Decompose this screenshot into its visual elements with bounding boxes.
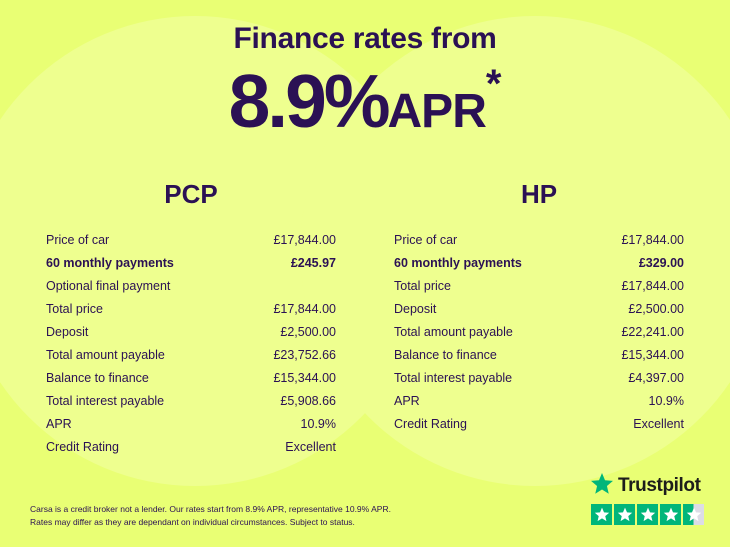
rate-display [0,59,730,143]
row-label: Price of car [46,232,110,247]
row-label: Total interest payable [394,370,513,385]
row-label: Price of car [394,232,458,247]
column-title-pcp: PCP [164,179,218,209]
table-row [36,366,346,389]
row-value: £2,500.00 [280,324,336,339]
row-value: £329.00 [638,255,684,270]
page-title: Finance rates from [233,22,497,55]
disclaimer-line-1: Carsa is a credit broker not a lender. Our rates start from 8.9% APR, representative 10.9% APR. [30,503,391,514]
table-row [384,366,694,389]
finance-comparison-columns [0,179,730,458]
table-row [384,320,694,343]
rating-star-icon [591,504,612,525]
table-row [384,389,694,412]
table-row [384,343,694,366]
rating-star-icon [614,504,635,525]
row-label: Total price [46,301,103,316]
trustpilot-stars [591,504,704,525]
row-label: Credit Rating [394,416,467,431]
row-value: £22,241.00 [621,324,684,339]
column-title-hp: HP [520,179,558,209]
row-value: 10.9% [300,416,336,431]
row-value: £17,844.00 [621,278,684,293]
disclaimer-line-2: Rates may differ as they are dependant on individual circumstances. Subject to status. [30,516,355,527]
table-row [384,251,694,274]
row-value: £15,344.00 [621,347,684,362]
table-row [36,320,346,343]
rating-star-half-icon [683,504,704,525]
table-row [384,228,694,251]
row-label: 60 monthly payments [46,255,174,270]
row-value: £23,752.66 [273,347,336,362]
row-label: Deposit [394,301,437,316]
table-row [36,297,346,320]
row-label: APR [46,416,72,431]
row-label: APR [394,393,420,408]
trustpilot-rating [591,473,704,525]
table-row [384,297,694,320]
table-row [36,251,346,274]
finance-column-pcp [36,179,346,458]
row-label: Credit Rating [46,439,119,454]
disclaimer-text [30,503,391,529]
row-value: £4,397.00 [628,370,684,385]
trustpilot-logo [591,473,704,499]
row-value: 10.9% [648,393,684,408]
trustpilot-star-icon [591,473,613,499]
rating-star-icon [637,504,658,525]
rating-star-icon [660,504,681,525]
row-value: £17,844.00 [621,232,684,247]
row-label: Total amount payable [46,347,165,362]
table-row [36,435,346,458]
row-label: Total price [394,278,451,293]
row-value: £5,908.66 [280,393,336,408]
row-value: £245.97 [290,255,336,270]
row-value: £15,344.00 [273,370,336,385]
table-row [36,274,346,297]
table-row [36,343,346,366]
row-value: Excellent [285,439,336,454]
row-label: Balance to finance [46,370,149,385]
rate-percentage: 8.9% [228,59,388,143]
table-row [384,274,694,297]
row-value: £17,844.00 [273,232,336,247]
rate-apr-label: APR [387,85,486,138]
row-value: Excellent [633,416,684,431]
row-label: 60 monthly payments [394,255,522,270]
table-row [36,412,346,435]
row-label: Optional final payment [46,278,171,293]
row-label: Total amount payable [394,324,513,339]
trustpilot-wordmark: Trustpilot [618,475,701,496]
table-row [384,412,694,435]
row-label: Deposit [46,324,89,339]
rate-asterisk: * [485,62,502,106]
table-row [36,389,346,412]
row-value: £2,500.00 [628,301,684,316]
table-row [36,228,346,251]
row-value: £17,844.00 [273,301,336,316]
row-label: Balance to finance [394,347,497,362]
row-label: Total interest payable [46,393,165,408]
finance-column-hp [384,179,694,458]
